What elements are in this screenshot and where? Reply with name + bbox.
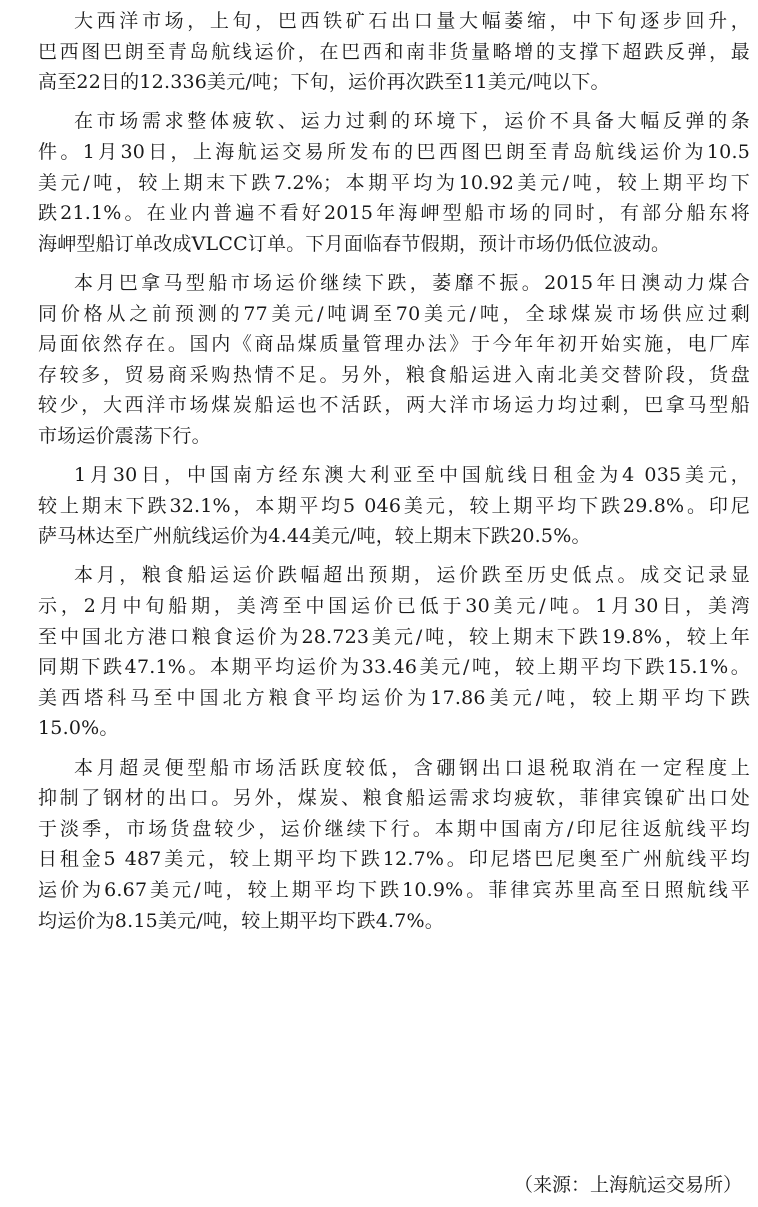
text-line: 同期下跌47.1%。本期平均运价为33.46美元/吨，较上期平均下跌15.1%。 — [38, 656, 750, 679]
text-line: 高至22日的12.336美元/吨；下旬，运价再次跌至11美元/吨以下。 — [38, 71, 610, 94]
text-line: 日租金5 487美元，较上期平均下跌12.7%。印尼塔巴尼奥至广州航线平均 — [38, 848, 750, 871]
text-line: 本月，粮食船运运价跌幅超出预期，运价跌至历史低点。成交记录显 — [74, 564, 750, 587]
text-line: 15.0%。 — [38, 717, 119, 740]
text-line: 巴西图巴朗至青岛航线运价，在巴西和南非货量略增的支撑下超跌反弹，最 — [38, 40, 750, 63]
text-line: 较上期末下跌32.1%，本期平均5 046美元，较上期平均下跌29.8%。印尼 — [38, 494, 750, 517]
text-line: 市场运价震荡下行。 — [38, 424, 211, 447]
text-line: 萨马林达至广州航线运价为4.44美元/吨，较上期末下跌20.5%。 — [38, 525, 591, 548]
paragraph-capesize-outlook — [38, 106, 750, 259]
text-line: 本月超灵便型船市场活跃度较低，含硼钢出口退税取消在一定程度上 — [74, 756, 750, 779]
text-line: 本月巴拿马型船市场运价继续下跌，萎靡不振。2015年日澳动力煤合 — [74, 271, 750, 294]
paragraph-panamax-market — [38, 268, 750, 452]
text-line: 局面依然存在。国内《商品煤质量管理办法》于今年年初开始实施，电厂库 — [38, 333, 750, 356]
text-line: 均运价为8.15美元/吨，较上期平均下跌4.7%。 — [38, 909, 444, 932]
text-line: 在市场需求整体疲软、运力过剩的环境下，运价不具备大幅反弹的条 — [74, 110, 750, 133]
text-line: 同价格从之前预测的77美元/吨调至70美元/吨，全球煤炭市场供应过剩 — [38, 302, 750, 325]
text-line: 运价为6.67美元/吨，较上期平均下跌10.9%。菲律宾苏里高至日照航线平 — [38, 879, 750, 901]
text-line: 大西洋市场，上旬，巴西铁矿石出口量大幅萎缩，中下旬逐步回升， — [74, 10, 750, 32]
text-line: 件。1月30日，上海航运交易所发布的巴西图巴朗至青岛航线运价为10.5 — [38, 140, 750, 163]
paragraph-supramax-market — [38, 753, 750, 937]
source-citation: （来源：上海航运交易所） — [513, 1174, 742, 1196]
text-line: 存较多，贸易商采购热情不足。另外，粮食船运进入南北美交替阶段，货盘 — [38, 363, 750, 386]
text-line: 于淡季，市场货盘较少，运价继续下行。本期中国南方/印尼往返航线平均 — [38, 817, 750, 840]
text-line: 示，2月中旬船期，美湾至中国运价已低于30美元/吨。1月30日，美湾 — [38, 595, 750, 618]
text-line: 抑制了钢材的出口。另外，煤炭、粮食船运需求均疲软，菲律宾镍矿出口处 — [38, 787, 750, 810]
text-line: 至中国北方港口粮食运价为28.723美元/吨，较上期末下跌19.8%，较上年 — [38, 625, 750, 648]
text-line: 1月30日，中国南方经东澳大利亚至中国航线日租金为4 035美元， — [74, 464, 750, 487]
text-line: 美元/吨，较上期末下跌7.2%；本期平均为10.92美元/吨，较上期平均下 — [38, 171, 750, 194]
paragraph-atlantic-market — [38, 6, 750, 98]
text-line: 较少，大西洋市场煤炭船运也不活跃，两大洋市场运力均过剩，巴拿马型船 — [38, 394, 750, 417]
article-body — [38, 6, 750, 945]
text-line: 美西塔科马至中国北方粮食平均运价为17.86美元/吨，较上期平均下跌 — [38, 686, 750, 709]
text-line: 海岬型船订单改成VLCC订单。下月面临春节假期，预计市场仍低位波动。 — [38, 232, 671, 255]
paragraph-grain-shipping — [38, 560, 750, 744]
paragraph-panamax-rates — [38, 460, 750, 552]
text-line: 跌21.1%。在业内普遍不看好2015年海岬型船市场的同时，有部分船东将 — [38, 202, 750, 225]
